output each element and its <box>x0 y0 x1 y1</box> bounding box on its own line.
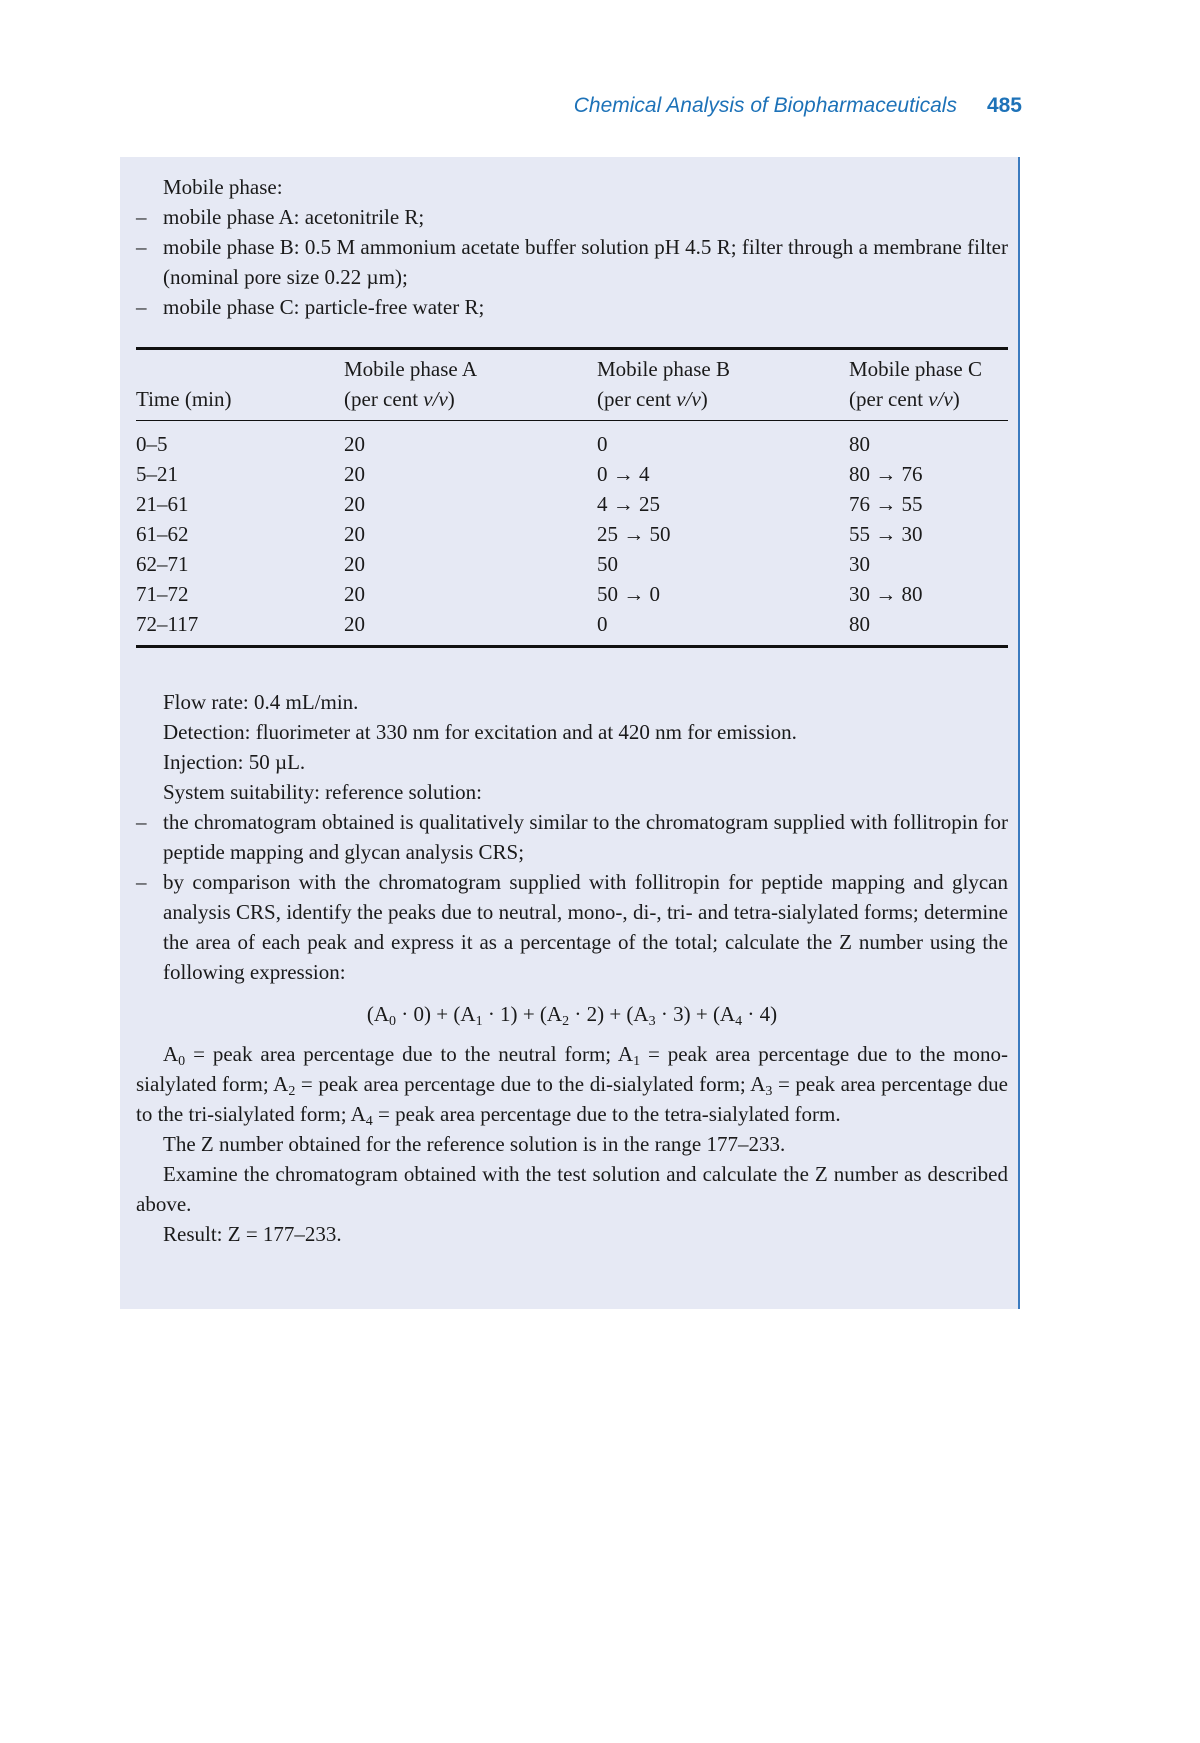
table-cell: 21–61 <box>136 492 189 516</box>
running-head-title: Chemical Analysis of Biopharmaceuticals <box>573 94 957 117</box>
col-header-c-line2: (per cent v/v) <box>849 387 960 411</box>
table-bottom-rule <box>136 645 1008 648</box>
table-cell: 20 <box>344 522 365 546</box>
equation-term: $(A_3 \cdot 3)$ <box>626 1002 691 1029</box>
table-cell: 5–21 <box>136 462 178 486</box>
equation-term: $(A_2 \cdot 2)$ <box>539 1002 605 1029</box>
definition: $A_0$ = peak area percentage due to the neutral form; <box>163 1042 612 1069</box>
table-cell: 0 <box>597 432 608 456</box>
table-cell: 80 <box>849 432 870 456</box>
z-number-equation: $(A_0 \cdot 0) + (A_1 \cdot 1) + (A_2 \cdot 2) + (A_3 \cdot 3) + (A_4 \cdot 4)$ <box>366 1002 778 1029</box>
page-number: 485 <box>986 94 1022 117</box>
table-cell: 0–5 <box>136 432 168 456</box>
table-cell: 50 → 0 <box>597 582 660 606</box>
result: Result: Z = 177–233. <box>163 1222 342 1246</box>
table-cell: 50 <box>597 552 618 576</box>
table-cell: 71–72 <box>136 582 189 606</box>
table-cell: 61–62 <box>136 522 189 546</box>
list-item: – mobile phase C: particle-free water R; <box>136 295 485 319</box>
table-row <box>136 429 1008 459</box>
list-item: – the chromatogram obtained is qualitatively similar to the chromatogram supplied with follitropin for peptide mapping and glycan analysis CRS; <box>136 810 1008 864</box>
table-cell: 20 <box>344 492 365 516</box>
col-header-b-line1: Mobile phase B <box>597 357 730 381</box>
running-head <box>560 94 1022 118</box>
table-row <box>136 519 1008 549</box>
table-cell: 0 → 4 <box>597 462 650 486</box>
injection: Injection: 50 µL. <box>163 750 306 774</box>
table-cell: 20 <box>344 552 365 576</box>
col-header-a-line2: (per cent v/v) <box>344 387 455 411</box>
equation-term: $(A_0 \cdot 0)$ <box>366 1002 432 1029</box>
col-header-time: Time (min) <box>136 387 232 411</box>
mobile-phase-section <box>136 172 1008 322</box>
gradient-table <box>136 347 1008 648</box>
col-header-c-line1: Mobile phase C <box>849 357 982 381</box>
definition: $A_1$ = peak area percentage due to the mono-sialylated form; <box>136 1042 1008 1096</box>
table-cell: 0 <box>597 612 608 636</box>
equation-term: $(A_1 \cdot 1)$ <box>453 1002 518 1029</box>
mobile-phase-heading: Mobile phase: <box>163 175 283 199</box>
table-cell: 30 <box>849 552 870 576</box>
definition: $A_3$ = peak area percentage due to the tri-sialylated form; <box>136 1072 1009 1126</box>
table-cell: 30 → 80 <box>849 582 923 606</box>
table-cell: 62–71 <box>136 552 189 576</box>
table-cell: 25 → 50 <box>597 522 671 546</box>
table-row <box>136 459 1008 489</box>
definition: $A_2$ = peak area percentage due to the di-sialylated form; <box>273 1072 746 1099</box>
system-suitability: System suitability: reference solution: <box>163 780 483 804</box>
table-row <box>136 489 1008 519</box>
list-item: – mobile phase A: acetonitrile R; <box>136 205 425 229</box>
table-row <box>136 549 1008 579</box>
monograph-panel <box>120 157 1020 1309</box>
examine-instruction: Examine the chromatogram obtained with the test solution and calculate the Z number as described above. <box>136 1162 1008 1216</box>
table-cell: 76 → 55 <box>849 492 923 516</box>
definition: $A_4$ = peak area percentage due to the tetra-sialylated form. <box>350 1102 841 1129</box>
equation-term: $(A_4 \cdot 4)$ <box>712 1002 778 1029</box>
conditions-section <box>136 687 1008 1249</box>
table-body <box>136 429 1008 639</box>
table-cell: 80 <box>849 612 870 636</box>
table-row <box>136 609 1008 639</box>
table-header <box>136 350 1008 420</box>
table-cell: 72–117 <box>136 612 199 636</box>
table-cell: 80 → 76 <box>849 462 923 486</box>
table-cell: 20 <box>344 462 365 486</box>
col-header-b-line2: (per cent v/v) <box>597 387 708 411</box>
flow-rate: Flow rate: 0.4 mL/min. <box>163 690 359 714</box>
table-cell: 55 → 30 <box>849 522 923 546</box>
table-cell: 20 <box>344 432 365 456</box>
col-header-a-line1: Mobile phase A <box>344 357 477 381</box>
table-cell: 20 <box>344 582 365 606</box>
table-cell: 20 <box>344 612 365 636</box>
table-row <box>136 579 1008 609</box>
list-item: – mobile phase B: 0.5 M ammonium acetate buffer solution pH 4.5 R; filter through a membrane filter (nominal pore size 0.22 µm); <box>136 235 1008 289</box>
detection: Detection: fluorimeter at 330 nm for excitation and at 420 nm for emission. <box>163 720 797 744</box>
definitions-paragraph <box>136 1039 1008 1129</box>
list-item: – by comparison with the chromatogram supplied with follitropin for peptide mapping and glycan analysis CRS, identify the peaks due to neutral, mono-, di-, tri- and tetra-sialylated forms; determine the area of each peak and express it as a percentage of the total; calculate the Z number using the following expression: <box>136 870 1008 984</box>
z-range: The Z number obtained for the reference solution is in the range 177–233. <box>163 1132 786 1156</box>
table-cell: 4 → 25 <box>597 492 660 516</box>
